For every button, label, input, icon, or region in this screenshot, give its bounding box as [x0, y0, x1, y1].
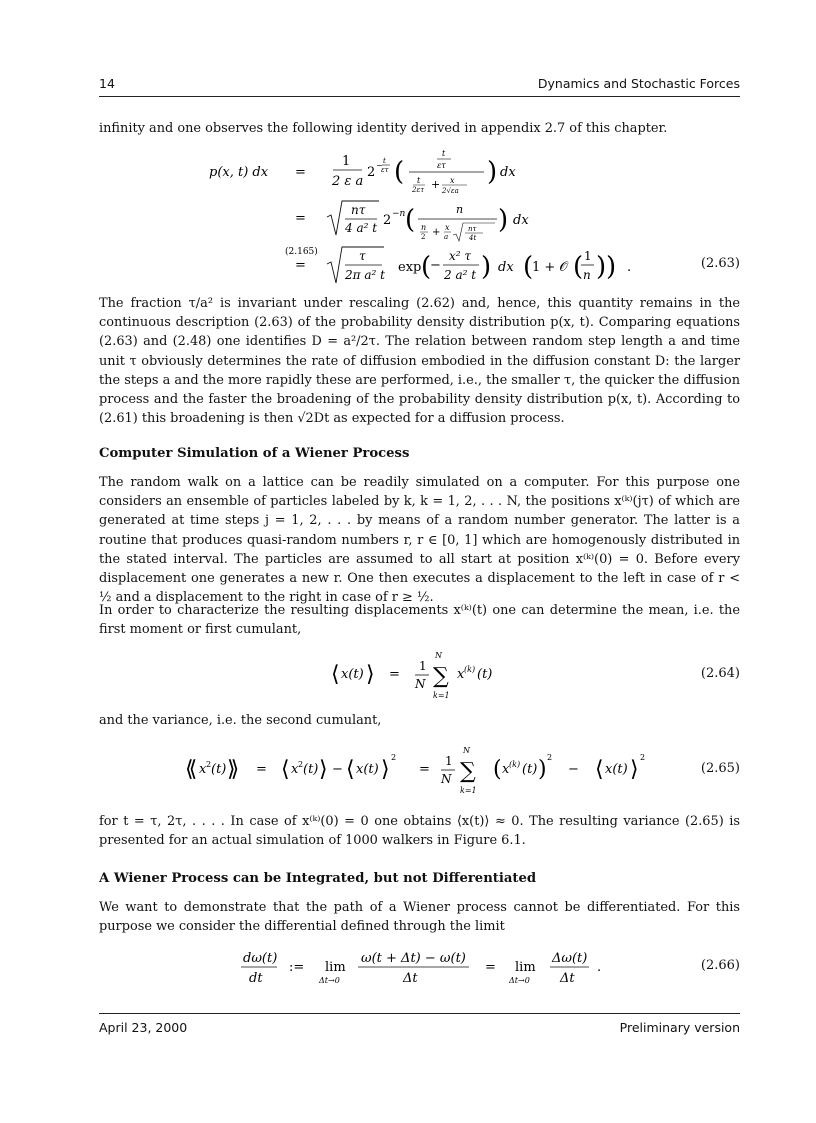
- svg-text:=: =: [485, 960, 496, 975]
- svg-text:dx: dx: [500, 165, 516, 180]
- paragraph-variance: and the variance, i.e. the second cumulant,: [99, 713, 382, 728]
- svg-text:x(t): x(t): [605, 762, 628, 777]
- svg-text:2: 2: [547, 753, 553, 762]
- paragraph-result: for t = τ, 2τ, . . . . In case of x⁽ᵏ⁾(0) = 0 one obtains ⟨x(t)⟩ ≈ 0. The resulting variance (2.65) is presented for an actual simulation of 1000 walkers in Figure 6.1.: [99, 814, 740, 849]
- paragraph-simulation: The random walk on a lattice can be readily simulated on a computer. For this purpose one considers an ensemble of particles labeled by k, k = 1, 2, . . . N, the positions x⁽ᵏ⁾(jτ) of which are generated at time steps j = 1, 2, . . . by means of a random number generator. The latter is a routine that produces quasi-random numbers r, r ∈ [0, 1] which are homogenously distributed in the stated interval. The particles are assumed to all start at position x⁽ᵏ⁾(0) = 0. Before every displacement one generates a new r. One then executes a displacement to the left in case of r < ½ and a displacement to the right in case of r ≥ ½.: [99, 475, 740, 606]
- svg-text:x(t): x(t): [341, 667, 364, 682]
- svg-text:.: .: [627, 260, 632, 275]
- svg-text:⟩: ⟩: [319, 757, 328, 782]
- equation-2-65: [99, 740, 740, 804]
- svg-text:=: =: [256, 762, 267, 777]
- eq264-number: (2.64): [700, 666, 740, 681]
- svg-text:n: n: [456, 203, 464, 216]
- section-heading-differentiation: A Wiener Process can be Integrated, but not Differentiated: [99, 871, 537, 886]
- equation-2-66: [99, 944, 740, 994]
- svg-text:ετ: ετ: [381, 166, 389, 174]
- svg-text:ετ: ετ: [437, 161, 446, 170]
- svg-text:t: t: [442, 149, 446, 158]
- svg-text:(t): (t): [522, 762, 538, 777]
- svg-text:=: =: [295, 165, 306, 180]
- svg-text:∑: ∑: [433, 664, 449, 689]
- svg-text:(: (: [421, 252, 432, 282]
- svg-text:1 + 𝒪: 1 + 𝒪: [532, 260, 568, 275]
- svg-text:(t): (t): [477, 667, 493, 682]
- page-footer: [99, 1020, 740, 1040]
- svg-text:⟨: ⟨: [595, 757, 604, 782]
- svg-text:2: 2: [298, 760, 304, 769]
- svg-text:2π a² t: 2π a² t: [345, 268, 385, 282]
- svg-text:nτ: nτ: [351, 203, 366, 217]
- svg-text:Δt→0: Δt→0: [319, 976, 340, 985]
- intro-text: infinity and one observes the following identity derived in appendix 2.7 of this chapter.: [99, 121, 668, 136]
- svg-text:dx: dx: [513, 213, 529, 228]
- svg-text:(k): (k): [464, 665, 476, 674]
- footer-rule: [99, 1013, 740, 1014]
- equation-2-65-graphic: [99, 740, 740, 804]
- page-header: [99, 76, 740, 96]
- svg-text:1: 1: [342, 154, 351, 169]
- svg-text:.: .: [597, 960, 602, 975]
- svg-text:1: 1: [584, 249, 592, 263]
- svg-text:exp: exp: [398, 260, 422, 275]
- svg-text:⟫: ⟫: [227, 757, 240, 782]
- svg-text:=: =: [295, 211, 306, 226]
- svg-text:): ): [481, 252, 492, 282]
- svg-text:N: N: [463, 746, 470, 755]
- svg-text:=: =: [295, 258, 306, 273]
- svg-text:x: x: [502, 762, 510, 777]
- svg-text::=: :=: [289, 960, 305, 975]
- svg-text:lim: lim: [325, 960, 346, 975]
- svg-text:x² τ: x² τ: [449, 249, 472, 263]
- header-rule: [99, 96, 740, 97]
- equation-2-64: [99, 648, 740, 712]
- svg-text:⟨: ⟨: [281, 757, 290, 782]
- svg-text:=: =: [389, 667, 400, 682]
- svg-text:x: x: [457, 667, 465, 682]
- svg-text:): ): [606, 252, 617, 282]
- svg-text:): ): [538, 757, 547, 782]
- eq263-number: (2.63): [700, 256, 740, 271]
- svg-text:(t): (t): [211, 762, 227, 777]
- svg-text:2: 2: [206, 760, 212, 769]
- eq263-ref: (2.165): [285, 247, 318, 257]
- svg-text:⟨: ⟨: [331, 662, 340, 687]
- svg-text:N: N: [415, 677, 426, 691]
- svg-text:N: N: [441, 772, 452, 786]
- svg-text:x: x: [445, 223, 450, 232]
- chapter-title: Dynamics and Stochastic Forces: [537, 76, 740, 91]
- section-heading-simulation: Computer Simulation of a Wiener Process: [99, 446, 410, 461]
- svg-text:dx: dx: [498, 260, 514, 275]
- svg-text:(: (: [405, 205, 416, 235]
- svg-text:2 ε a: 2 ε a: [332, 174, 364, 189]
- svg-text:+: +: [432, 227, 441, 238]
- eq266-number: (2.66): [700, 958, 740, 973]
- paragraph-diffusion: The fraction τ/a² is invariant under rescaling (2.62) and, hence, this quantity remains in the continuous description (2.63) of the probability density distribution p(x, t). Comparing equations (2.63) and (2.48) one identifies D = a²/2τ. The relation between random step length a and time unit τ obviously determines the rate of diffusion embodied in the diffusion constant D: the larger the steps a and the more rapidly these are performed, i.e., the smaller τ, the quicker the diffusion process and the faster the broadening of the probability density distribution p(x, t). According to (2.61) this broadening is then √2Dt as expected for a diffusion process.: [99, 296, 740, 427]
- svg-text:N: N: [435, 651, 442, 660]
- svg-text:τ: τ: [359, 249, 366, 263]
- svg-text:⟩: ⟩: [630, 757, 639, 782]
- svg-text:x(t): x(t): [356, 762, 379, 777]
- footer-date: April 23, 2000: [99, 1020, 188, 1035]
- eq265-number: (2.65): [700, 761, 740, 776]
- svg-text:dt: dt: [249, 971, 263, 986]
- svg-text:x: x: [450, 176, 455, 185]
- svg-text:t: t: [417, 176, 421, 185]
- svg-text:⟪: ⟪: [185, 757, 198, 782]
- svg-text:⟩: ⟩: [381, 757, 390, 782]
- svg-text:): ): [596, 252, 607, 282]
- paragraph-differential: We want to demonstrate that the path of a Wiener process cannot be differentiated. For this purpose we consider the differential defined through the limit: [99, 900, 740, 935]
- svg-text:+: +: [431, 178, 441, 191]
- svg-text:x: x: [199, 762, 207, 777]
- svg-text:): ): [487, 157, 498, 187]
- svg-text:2: 2: [640, 753, 646, 762]
- svg-text:−: −: [376, 161, 383, 170]
- equation-2-63-graphic: [99, 143, 740, 283]
- svg-text:2: 2: [383, 213, 392, 228]
- svg-text:(k): (k): [509, 760, 521, 769]
- svg-text:nτ: nτ: [468, 225, 477, 233]
- svg-text:2: 2: [421, 233, 426, 241]
- eq263-lhs: p(x, t) dx: [209, 165, 269, 180]
- svg-text:Δt→0: Δt→0: [509, 976, 530, 985]
- svg-text:1: 1: [445, 754, 453, 768]
- svg-text:⟨: ⟨: [346, 757, 355, 782]
- svg-text:Δω(t): Δω(t): [552, 951, 588, 966]
- svg-text:4t: 4t: [469, 234, 477, 242]
- paragraph-mean: In order to characterize the resulting displacements x⁽ᵏ⁾(t) one can determine the mean, i.e. the first moment or first cumulant,: [99, 603, 740, 638]
- svg-text:(t): (t): [303, 762, 319, 777]
- svg-text:∑: ∑: [460, 759, 476, 784]
- page-number: 14: [99, 76, 115, 91]
- svg-text:−: −: [430, 258, 441, 273]
- svg-text:−: −: [568, 762, 579, 777]
- svg-text:t: t: [383, 157, 386, 165]
- svg-text:2√εa: 2√εa: [442, 187, 459, 195]
- equation-2-64-graphic: [99, 648, 740, 712]
- svg-text:⟩: ⟩: [366, 662, 375, 687]
- svg-text:−n: −n: [392, 209, 406, 219]
- svg-text:Δt: Δt: [560, 971, 575, 986]
- svg-text:ω(t + Δt) − ω(t): ω(t + Δt) − ω(t): [361, 951, 466, 966]
- svg-text:=: =: [419, 762, 430, 777]
- svg-text:k=1: k=1: [433, 691, 450, 700]
- svg-text:2ετ: 2ετ: [412, 186, 425, 194]
- svg-text:a: a: [444, 233, 449, 241]
- svg-text:2 a² t: 2 a² t: [444, 268, 477, 282]
- svg-text:dω(t): dω(t): [243, 951, 278, 966]
- svg-text:n: n: [583, 268, 591, 282]
- equation-2-63: [99, 143, 740, 283]
- footer-version: Preliminary version: [619, 1020, 740, 1035]
- svg-text:lim: lim: [515, 960, 536, 975]
- svg-text:x: x: [291, 762, 299, 777]
- svg-text:2: 2: [367, 165, 376, 180]
- equation-2-66-graphic: [99, 944, 740, 994]
- svg-text:4 a² t: 4 a² t: [345, 221, 378, 235]
- svg-text:k=1: k=1: [460, 786, 477, 795]
- svg-text:2: 2: [391, 753, 397, 762]
- svg-text:(: (: [493, 757, 502, 782]
- svg-text:n: n: [421, 223, 427, 232]
- svg-text:(: (: [394, 157, 405, 187]
- svg-text:Δt: Δt: [403, 971, 418, 986]
- svg-text:): ): [498, 205, 509, 235]
- svg-text:(: (: [573, 252, 584, 282]
- svg-text:−: −: [332, 762, 343, 777]
- svg-text:(: (: [523, 252, 534, 282]
- svg-text:1: 1: [419, 659, 427, 673]
